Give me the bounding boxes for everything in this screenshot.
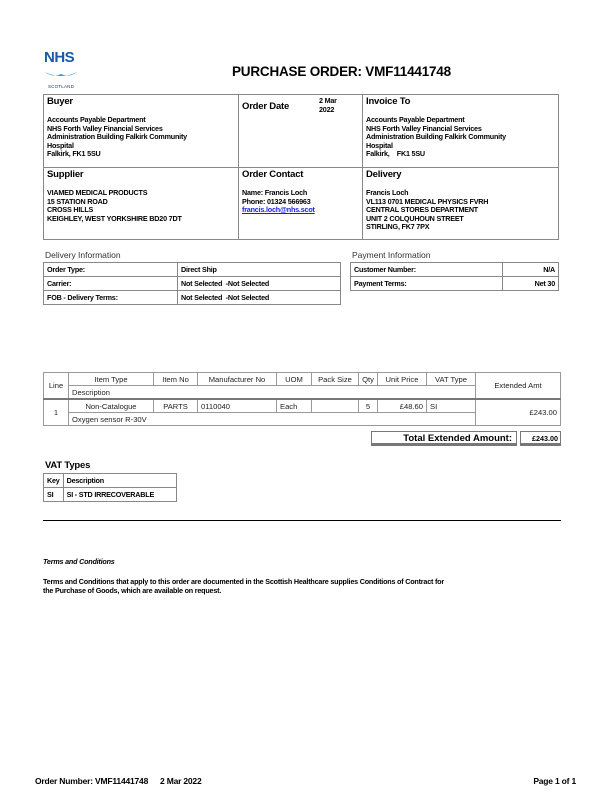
delivery-info-title: Delivery Information — [45, 250, 121, 260]
logo-nhs-text: NHS — [44, 49, 75, 66]
payment-terms-value: Net 30 — [503, 277, 559, 291]
invoice-to-heading: Invoice To — [366, 96, 411, 107]
supplier-line: KEIGHLEY, WEST YORKSHIRE BD20 7DT — [47, 213, 182, 223]
table-row — [351, 263, 559, 277]
supplier-line: VIAMED MEDICAL PRODUCTS — [47, 188, 148, 197]
buyer-line: Administration Building Falkirk Community — [47, 132, 187, 142]
order-header-grid — [43, 94, 559, 240]
vat-key: SI — [44, 488, 64, 502]
page-title: PURCHASE ORDER: VMF11441748 — [232, 64, 451, 79]
invoice-line: Accounts Payable Department — [366, 115, 465, 124]
col-uom: UOM — [277, 373, 312, 386]
contact-email-link[interactable]: francis.loch@nhs.scot — [242, 205, 315, 215]
section-divider — [43, 520, 561, 521]
cell-unit-price: £48.60 — [378, 399, 427, 413]
table-row — [44, 488, 177, 502]
saltire-wave-icon — [44, 70, 78, 78]
invoice-to-section — [363, 95, 558, 167]
cell-uom: Each — [277, 399, 312, 413]
customer-number-value: N/A — [503, 263, 559, 277]
order-date-value: 2 Mar — [319, 96, 337, 105]
total-extended-amount-label: Total Extended Amount: — [371, 431, 517, 446]
cell-item-no: PARTS — [154, 399, 198, 413]
payment-terms-label: Payment Terms: — [351, 277, 503, 291]
delivery-heading: Delivery — [366, 169, 402, 180]
cell-line: 1 — [44, 399, 69, 426]
supplier-line: 15 STATION ROAD — [47, 196, 108, 206]
delivery-line: Francis Loch — [366, 188, 409, 197]
buyer-line: Accounts Payable Department — [47, 115, 146, 124]
vat-col-key: Key — [44, 474, 64, 488]
col-vat-type: VAT Type — [427, 373, 476, 386]
carrier-label: Carrier: — [44, 277, 178, 291]
supplier-section — [44, 168, 238, 239]
vat-col-description: Description — [63, 474, 176, 488]
nhs-scotland-logo — [44, 50, 78, 90]
cell-pack-size — [312, 399, 359, 413]
order-contact-section — [239, 168, 362, 239]
cell-vat-type: SI — [427, 399, 476, 413]
table-row — [44, 263, 341, 277]
carrier-value: Not Selected -Not Selected — [178, 277, 341, 291]
buyer-line: Falkirk, FK1 5SU — [47, 149, 101, 159]
fob-terms-label: FOB - Delivery Terms: — [44, 291, 178, 305]
table-row — [351, 277, 559, 291]
col-item-no: Item No — [154, 373, 198, 386]
vat-types-title: VAT Types — [45, 460, 91, 471]
payment-info-table — [350, 262, 559, 291]
col-line: Line — [44, 373, 69, 400]
order-date-section — [239, 95, 362, 167]
buyer-section — [44, 95, 238, 167]
table-header-row — [44, 474, 177, 488]
buyer-heading: Buyer — [47, 96, 73, 107]
customer-number-label: Customer Number: — [351, 263, 503, 277]
payment-info-title: Payment Information — [352, 250, 431, 260]
cell-manufacturer-no: 0110040 — [198, 399, 277, 413]
vat-types-table — [43, 473, 177, 502]
cell-item-type: Non-Catalogue — [69, 399, 154, 413]
delivery-section — [363, 168, 558, 239]
footer-date: 2 Mar 2022 — [160, 776, 202, 786]
col-unit-price: Unit Price — [378, 373, 427, 386]
invoice-line: Hospital — [366, 140, 393, 150]
terms-line: the Purchase of Goods, which are available on request. — [43, 585, 222, 595]
supplier-heading: Supplier — [47, 169, 84, 180]
cell-extended-amt: £243.00 — [476, 399, 561, 426]
col-qty: Qty — [359, 373, 378, 386]
table-row — [44, 291, 341, 305]
order-date-label: Order Date — [242, 101, 290, 112]
col-pack-size: Pack Size — [312, 373, 359, 386]
invoice-line: NHS Forth Valley Financial Services — [366, 123, 482, 133]
order-contact-heading: Order Contact — [242, 169, 304, 180]
delivery-line: CENTRAL STORES DEPARTMENT — [366, 205, 479, 215]
contact-name: Name: Francis Loch — [242, 188, 308, 197]
cell-description: Oxygen sensor R-30V — [69, 413, 476, 426]
order-type-label: Order Type: — [44, 263, 178, 277]
table-header-row — [44, 373, 561, 386]
table-row — [44, 277, 341, 291]
col-item-type: Item Type — [69, 373, 154, 386]
buyer-line: Hospital — [47, 140, 74, 150]
table-row — [44, 399, 561, 413]
delivery-line: VL113 0701 MEDICAL PHYSICS FVRH — [366, 196, 489, 206]
contact-phone: Phone: 01324 566963 — [242, 196, 311, 206]
order-type-value: Direct Ship — [178, 263, 341, 277]
invoice-line: Administration Building Falkirk Community — [366, 132, 506, 142]
line-items-table — [43, 372, 561, 426]
fob-terms-value: Not Selected -Not Selected — [178, 291, 341, 305]
supplier-line: CROSS HILLS — [47, 205, 94, 215]
terms-heading: Terms and Conditions — [43, 557, 115, 566]
footer-page-number: Page 1 of 1 — [533, 776, 576, 786]
total-extended-amount-value: £243.00 — [520, 431, 561, 446]
invoice-line: Falkirk, FK1 5SU — [366, 149, 425, 159]
buyer-line: NHS Forth Valley Financial Services — [47, 123, 163, 133]
cell-qty: 5 — [359, 399, 378, 413]
col-description: Description — [69, 386, 476, 400]
logo-scotland-text: SCOTLAND — [47, 84, 75, 89]
delivery-line: STIRLING, FK7 7PX — [366, 222, 430, 232]
terms-body — [43, 578, 563, 595]
footer-order-number: Order Number: VMF11441748 — [35, 776, 149, 786]
delivery-line: UNIT 2 COLQUHOUN STREET — [366, 213, 464, 223]
col-manufacturer-no: Manufacturer No — [198, 373, 277, 386]
order-date-value: 2022 — [319, 104, 335, 114]
col-extended-amt: Extended Amt — [476, 373, 561, 400]
delivery-info-table — [43, 262, 341, 305]
vat-description: SI - STD IRRECOVERABLE — [63, 488, 176, 502]
terms-line: Terms and Conditions that apply to this order are documented in the Scottish Healthcare supplies Conditions of Contract for — [43, 577, 444, 586]
